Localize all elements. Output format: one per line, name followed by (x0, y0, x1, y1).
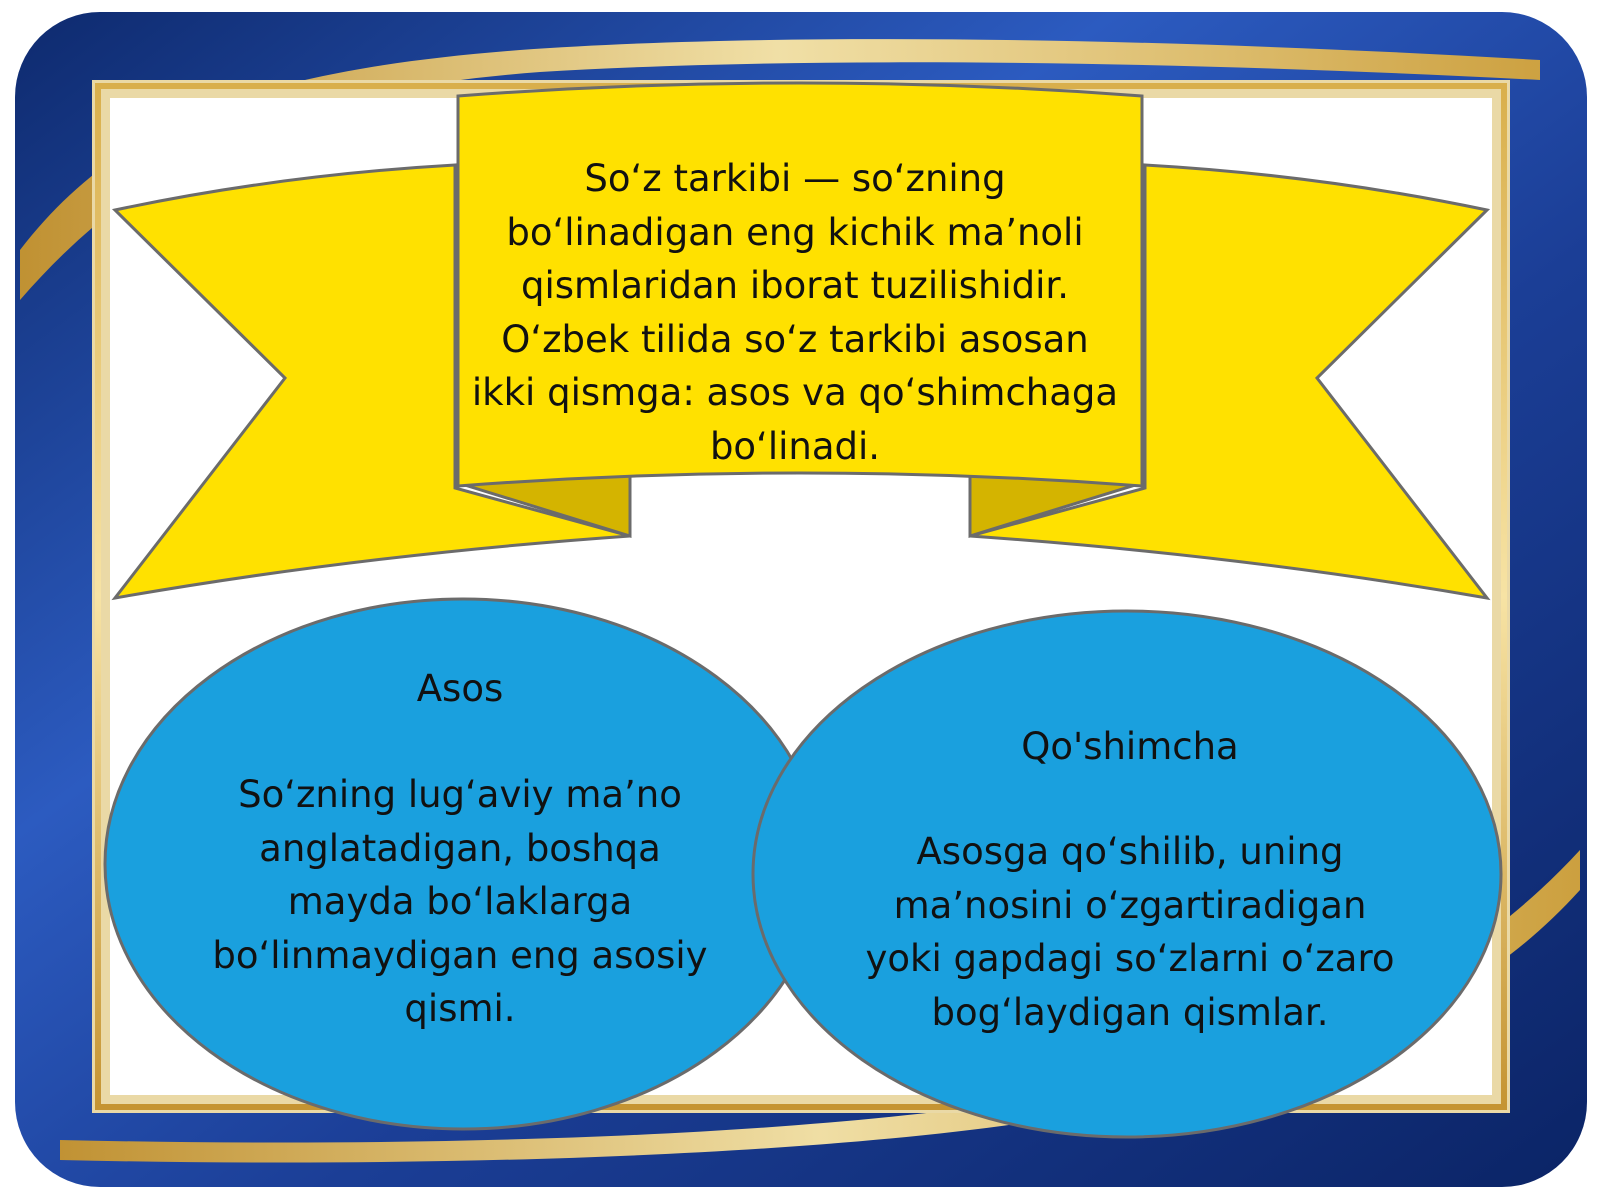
asos-description: So‘zning lug‘aviy ma’no anglatadigan, boshqa mayda bo‘laklarga bo‘linmaydigan eng asosiy qismi. (212, 773, 708, 1030)
asos-title: Asos (416, 667, 504, 710)
qoshimcha-description: Asosga qo‘shilib, uning ma’nosini o‘zgartiradigan yoki gapdagi so‘zlarni o‘zaro bog‘laydigan qismlar. (865, 830, 1395, 1034)
qoshimcha-title: Qo'shimcha (1021, 725, 1239, 768)
definition-text: So‘z tarkibi — so‘zning bo‘linadigan eng kichik ma’noli qismlaridan iborat tuzilishidir. O‘zbek tilida so‘z tarkibi asosan ikki qismga: asos va qo‘shimchaga bo‘linadi. (471, 157, 1119, 468)
